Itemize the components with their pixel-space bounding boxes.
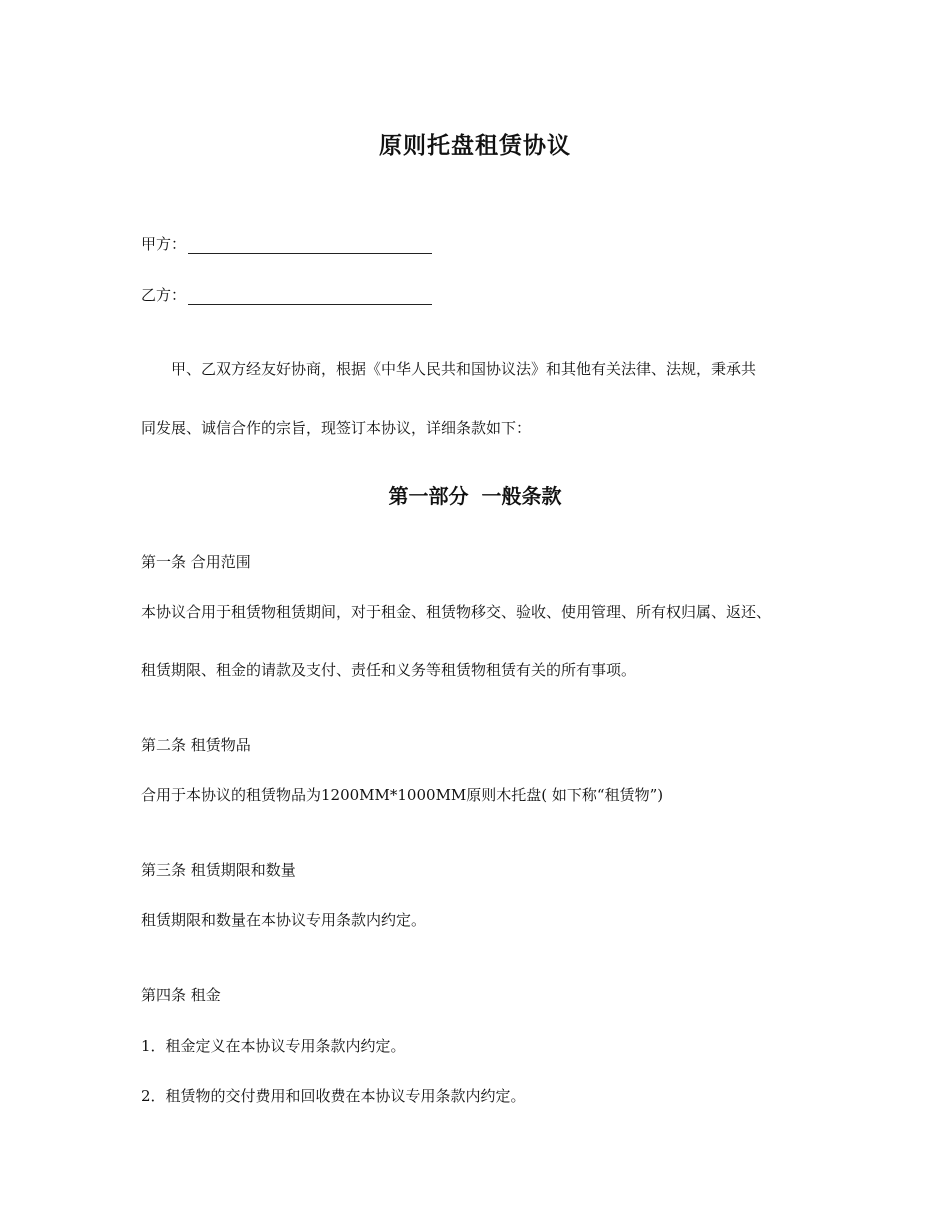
article-2-line-1: 合用于本协议的租赁物品为1200MM*1000MM原则木托盘( 如下称“租赁物”) [141, 786, 664, 804]
intro-line-1: 甲、乙双方经友好协商，根据《中华人民共和国协议法》和其他有关法律、法规，秉承共 [171, 360, 757, 378]
party-b-blank [188, 286, 432, 305]
article-4-line-1: 1．租金定义在本协议专用条款内约定。 [141, 1037, 406, 1055]
article-1-line-2: 租赁期限、租金的请款及支付、责任和义务等租赁物租赁有关的所有事项。 [141, 661, 637, 679]
party-a-line [141, 234, 432, 254]
party-b-line [141, 285, 432, 305]
article-4-line-2: 2．租赁物的交付费用和回收费在本协议专用条款内约定。 [141, 1087, 526, 1105]
part-title: 第一部分 一般条款 [388, 484, 562, 508]
article-2-heading: 第二条 租赁物品 [141, 736, 251, 754]
party-a-label: 甲方： [141, 235, 187, 253]
article-1-heading: 第一条 合用范围 [141, 553, 251, 571]
article-1-line-1: 本协议合用于租赁物租赁期间，对于租金、租赁物移交、验收、使用管理、所有权归属、返还、 [141, 603, 772, 621]
document-title: 原则托盘租赁协议 [379, 132, 571, 159]
article-3-line-1: 租赁期限和数量在本协议专用条款内约定。 [141, 911, 427, 929]
article-3-heading: 第三条 租赁期限和数量 [141, 861, 296, 879]
party-b-label: 乙方： [141, 286, 187, 304]
intro-line-2: 同发展、诚信合作的宗旨，现签订本协议，详细条款如下： [141, 419, 532, 437]
article-4-heading: 第四条 租金 [141, 986, 221, 1004]
party-a-blank [188, 235, 432, 254]
